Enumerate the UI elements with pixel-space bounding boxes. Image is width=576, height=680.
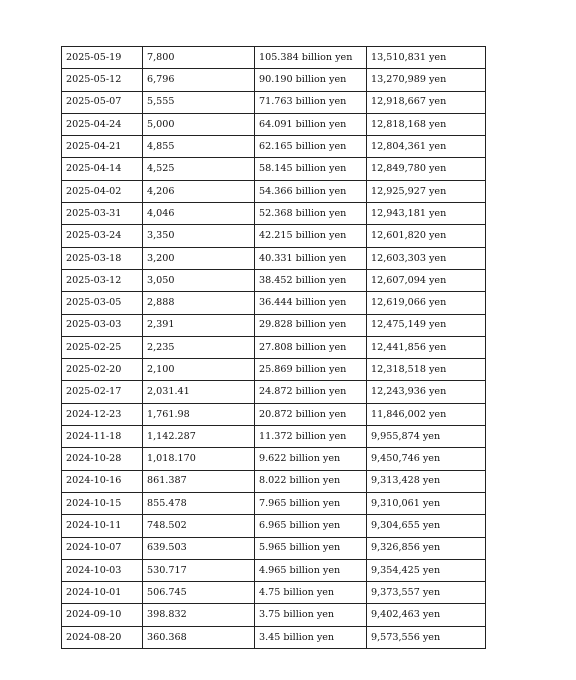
amount-cell: 9.622 billion yen: [255, 448, 367, 470]
table-row: [62, 69, 486, 91]
per-unit-cell: 12,818,168 yen: [367, 113, 486, 135]
date-cell: 2025-05-12: [62, 69, 143, 91]
date-cell: 2025-03-12: [62, 269, 143, 291]
amount-cell: 52.368 billion yen: [255, 203, 367, 225]
value-cell: 1,761.98: [143, 403, 255, 425]
per-unit-cell: 12,918,667 yen: [367, 91, 486, 113]
table-row: [62, 336, 486, 358]
amount-cell: 27.808 billion yen: [255, 336, 367, 358]
date-cell: 2024-10-16: [62, 470, 143, 492]
value-cell: 530.717: [143, 559, 255, 581]
date-cell: 2025-03-18: [62, 247, 143, 269]
per-unit-cell: 9,955,874 yen: [367, 426, 486, 448]
value-cell: 3,200: [143, 247, 255, 269]
date-cell: 2025-05-07: [62, 91, 143, 113]
value-cell: 4,855: [143, 136, 255, 158]
per-unit-cell: 12,601,820 yen: [367, 225, 486, 247]
date-cell: 2024-12-23: [62, 403, 143, 425]
per-unit-cell: 9,573,556 yen: [367, 626, 486, 648]
table-row: [62, 247, 486, 269]
per-unit-cell: 9,304,655 yen: [367, 515, 486, 537]
amount-cell: 5.965 billion yen: [255, 537, 367, 559]
table-row: [62, 180, 486, 202]
amount-cell: 8.022 billion yen: [255, 470, 367, 492]
value-cell: 861.387: [143, 470, 255, 492]
value-cell: 3,350: [143, 225, 255, 247]
value-cell: 7,800: [143, 47, 255, 69]
per-unit-cell: 9,313,428 yen: [367, 470, 486, 492]
value-cell: 1,142.287: [143, 426, 255, 448]
amount-cell: 42.215 billion yen: [255, 225, 367, 247]
amount-cell: 40.331 billion yen: [255, 247, 367, 269]
table-row: [62, 426, 486, 448]
per-unit-cell: 12,475,149 yen: [367, 314, 486, 336]
date-cell: 2024-09-10: [62, 604, 143, 626]
value-cell: 748.502: [143, 515, 255, 537]
date-cell: 2025-02-25: [62, 336, 143, 358]
amount-cell: 7.965 billion yen: [255, 492, 367, 514]
amount-cell: 20.872 billion yen: [255, 403, 367, 425]
amount-cell: 38.452 billion yen: [255, 269, 367, 291]
date-cell: 2025-04-24: [62, 113, 143, 135]
table-row: [62, 158, 486, 180]
table-row: [62, 269, 486, 291]
table-row: [62, 113, 486, 135]
data-table: [61, 46, 486, 649]
table-row: [62, 559, 486, 581]
value-cell: 4,525: [143, 158, 255, 180]
per-unit-cell: 9,326,856 yen: [367, 537, 486, 559]
table-body: [62, 47, 486, 649]
date-cell: 2024-10-07: [62, 537, 143, 559]
value-cell: 5,555: [143, 91, 255, 113]
date-cell: 2024-10-28: [62, 448, 143, 470]
value-cell: 5,000: [143, 113, 255, 135]
value-cell: 2,391: [143, 314, 255, 336]
per-unit-cell: 12,849,780 yen: [367, 158, 486, 180]
table-row: [62, 626, 486, 648]
amount-cell: 4.75 billion yen: [255, 582, 367, 604]
amount-cell: 105.384 billion yen: [255, 47, 367, 69]
table-row: [62, 314, 486, 336]
date-cell: 2025-04-14: [62, 158, 143, 180]
table-row: [62, 292, 486, 314]
amount-cell: 29.828 billion yen: [255, 314, 367, 336]
value-cell: 855.478: [143, 492, 255, 514]
amount-cell: 36.444 billion yen: [255, 292, 367, 314]
date-cell: 2025-03-03: [62, 314, 143, 336]
date-cell: 2024-08-20: [62, 626, 143, 648]
amount-cell: 54.366 billion yen: [255, 180, 367, 202]
date-cell: 2025-02-20: [62, 359, 143, 381]
value-cell: 2,888: [143, 292, 255, 314]
per-unit-cell: 12,243,936 yen: [367, 381, 486, 403]
per-unit-cell: 12,804,361 yen: [367, 136, 486, 158]
per-unit-cell: 12,603,303 yen: [367, 247, 486, 269]
value-cell: 360.368: [143, 626, 255, 648]
date-cell: 2025-05-19: [62, 47, 143, 69]
date-cell: 2024-10-11: [62, 515, 143, 537]
value-cell: 398.832: [143, 604, 255, 626]
amount-cell: 62.165 billion yen: [255, 136, 367, 158]
amount-cell: 64.091 billion yen: [255, 113, 367, 135]
table-row: [62, 537, 486, 559]
table-row: [62, 381, 486, 403]
date-cell: 2024-10-01: [62, 582, 143, 604]
table-row: [62, 470, 486, 492]
date-cell: 2024-10-03: [62, 559, 143, 581]
per-unit-cell: 9,373,557 yen: [367, 582, 486, 604]
date-cell: 2025-02-17: [62, 381, 143, 403]
value-cell: 3,050: [143, 269, 255, 291]
value-cell: 506.745: [143, 582, 255, 604]
table-row: [62, 359, 486, 381]
table-row: [62, 47, 486, 69]
date-cell: 2024-10-15: [62, 492, 143, 514]
table-row: [62, 91, 486, 113]
per-unit-cell: 9,310,061 yen: [367, 492, 486, 514]
table-row: [62, 203, 486, 225]
amount-cell: 25.869 billion yen: [255, 359, 367, 381]
per-unit-cell: 12,318,518 yen: [367, 359, 486, 381]
per-unit-cell: 12,619,066 yen: [367, 292, 486, 314]
amount-cell: 6.965 billion yen: [255, 515, 367, 537]
value-cell: 2,100: [143, 359, 255, 381]
amount-cell: 11.372 billion yen: [255, 426, 367, 448]
date-cell: 2025-04-02: [62, 180, 143, 202]
table-row: [62, 448, 486, 470]
value-cell: 2,235: [143, 336, 255, 358]
amount-cell: 4.965 billion yen: [255, 559, 367, 581]
per-unit-cell: 11,846,002 yen: [367, 403, 486, 425]
table-row: [62, 136, 486, 158]
table-row: [62, 403, 486, 425]
per-unit-cell: 12,607,094 yen: [367, 269, 486, 291]
per-unit-cell: 12,441,856 yen: [367, 336, 486, 358]
value-cell: 639.503: [143, 537, 255, 559]
per-unit-cell: 13,510,831 yen: [367, 47, 486, 69]
date-cell: 2025-04-21: [62, 136, 143, 158]
value-cell: 4,206: [143, 180, 255, 202]
per-unit-cell: 9,450,746 yen: [367, 448, 486, 470]
table-row: [62, 225, 486, 247]
table-row: [62, 582, 486, 604]
per-unit-cell: 9,402,463 yen: [367, 604, 486, 626]
table-row: [62, 515, 486, 537]
table-row: [62, 604, 486, 626]
value-cell: 4,046: [143, 203, 255, 225]
amount-cell: 3.75 billion yen: [255, 604, 367, 626]
date-cell: 2025-03-31: [62, 203, 143, 225]
amount-cell: 71.763 billion yen: [255, 91, 367, 113]
amount-cell: 3.45 billion yen: [255, 626, 367, 648]
amount-cell: 24.872 billion yen: [255, 381, 367, 403]
per-unit-cell: 12,925,927 yen: [367, 180, 486, 202]
amount-cell: 90.190 billion yen: [255, 69, 367, 91]
per-unit-cell: 13,270,989 yen: [367, 69, 486, 91]
amount-cell: 58.145 billion yen: [255, 158, 367, 180]
date-cell: 2025-03-05: [62, 292, 143, 314]
value-cell: 6,796: [143, 69, 255, 91]
date-cell: 2024-11-18: [62, 426, 143, 448]
value-cell: 2,031.41: [143, 381, 255, 403]
per-unit-cell: 9,354,425 yen: [367, 559, 486, 581]
table-row: [62, 492, 486, 514]
value-cell: 1,018.170: [143, 448, 255, 470]
date-cell: 2025-03-24: [62, 225, 143, 247]
per-unit-cell: 12,943,181 yen: [367, 203, 486, 225]
